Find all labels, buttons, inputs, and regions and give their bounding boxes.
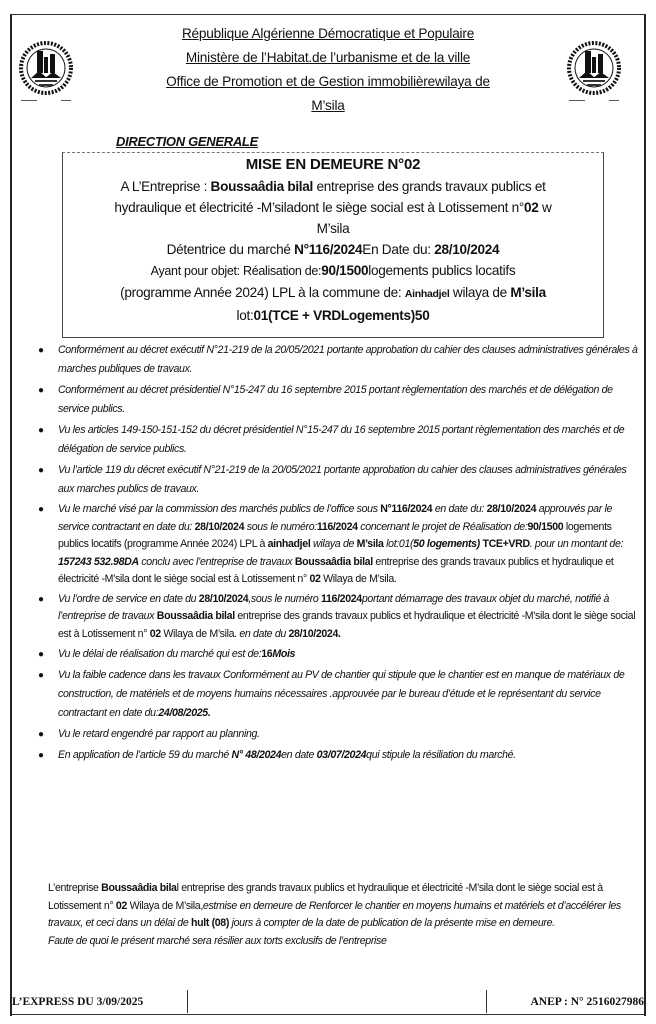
bullet-icon: ● bbox=[38, 345, 44, 356]
text-run: hult (08) bbox=[190, 917, 230, 929]
text-run: ainhadjel bbox=[267, 538, 311, 550]
text-run: 02 bbox=[115, 899, 127, 912]
list-item bbox=[30, 666, 640, 723]
text-run: 02 bbox=[524, 200, 539, 215]
text-run: M’sila bbox=[510, 285, 546, 300]
bullet-icon: ● bbox=[38, 670, 44, 681]
text-run: En application de l’article 59 du marché bbox=[58, 749, 232, 761]
text-run: logements publics locatifs bbox=[368, 263, 516, 278]
list-item bbox=[30, 645, 640, 664]
text-run: . pour un montant de: bbox=[529, 538, 624, 550]
text-run: Conformément au décret présidentiel N°15-247 du 16 septembre 2015 portant règlementation des marchés et de délégation de service publics. bbox=[58, 384, 613, 415]
text-run: 03/07/2024 bbox=[316, 749, 367, 761]
text-run: en date bbox=[281, 749, 317, 761]
text-run: 157243 532.98DA bbox=[58, 555, 139, 568]
text-run: en date du: bbox=[432, 503, 487, 515]
text-run: 16 bbox=[261, 648, 273, 660]
text-run: l entreprise des grands travaux publics et hydraulique et électricité -M’sila dont le siège social est à Lotissement n° bbox=[48, 882, 603, 912]
text-run: approuvés par le service contractant en date du: bbox=[58, 503, 613, 533]
text-run: 116/2024 bbox=[316, 520, 358, 533]
text-run: lot: bbox=[236, 308, 254, 323]
text-run: Vu le retard engendré par rapport au planning. bbox=[58, 728, 260, 740]
text-run: Boussaâdia bilal bbox=[156, 610, 235, 622]
text-run: qui stipule la résiliation du marché. bbox=[366, 749, 516, 761]
text-run: Vu la faible cadence dans les travaux Conformément au PV de chantier qui stipule que le chantier est en manque de matériaux de construction, de matériels et de moyens humains nécessaires .approuvée par le bureau d’étude et le représentant du service contractant en date du: bbox=[58, 669, 625, 719]
text-run: portant démarrage des travaux objet du marché, notifié à l’entreprise de travaux bbox=[58, 592, 610, 622]
text-run: hydraulique et électricité -M’siladont le siège social est à Lotissement n° bbox=[114, 200, 525, 215]
notice-line-object bbox=[63, 260, 603, 282]
text-run: entreprise des grands travaux publics et hydraulique et électricité -M’sila dont le siège social est à Lotissement n° bbox=[58, 555, 614, 585]
text-run: w bbox=[538, 200, 552, 215]
notice-line-city: M’sila bbox=[316, 221, 350, 236]
notice-line-company bbox=[63, 176, 603, 197]
text-run: Conformément au décret exécutif N°21-219 de la 20/05/2021 portante approbation du cahier des clauses administratives générales à marches publiques de travaux. bbox=[58, 344, 638, 375]
text-run: concernant le projet de Réalisation de: bbox=[357, 520, 528, 533]
list-item bbox=[30, 746, 640, 765]
text-run: wilaya de bbox=[449, 285, 511, 300]
text-run: 01(TCE + VRDLogements)50 bbox=[253, 308, 430, 323]
list-item bbox=[30, 591, 640, 644]
text-run: Mois bbox=[272, 648, 296, 660]
header-republic: République Algérienne Démocratique et Populaire bbox=[181, 26, 475, 41]
notice-line-address bbox=[63, 197, 603, 218]
considerations-list bbox=[30, 341, 640, 767]
anep-number: ANEP : N° 2516027986 bbox=[486, 990, 646, 1013]
bullet-icon: ● bbox=[38, 504, 44, 515]
text-run: Vu l’ordre de service en date du bbox=[58, 592, 199, 605]
text-run: 02 bbox=[149, 627, 161, 640]
text-run: Vu les articles 149-150-151-152 du décret présidentiel N°15-247 du 16 septembre 2015 portant règlementation des marchés et de délégation de service publics. bbox=[58, 424, 625, 455]
text-run: 28/10/2024 bbox=[486, 503, 537, 515]
text-run: 90/1500 bbox=[527, 520, 564, 533]
text-run: 28/10/2024. bbox=[288, 627, 341, 640]
text-run: Wilaya de M’sila. bbox=[320, 573, 397, 585]
bullet-icon: ● bbox=[38, 465, 44, 476]
text-run: En Date du: bbox=[362, 242, 435, 257]
text-run: Wilaya de M’sila. bbox=[160, 627, 240, 640]
text-run: M’sila bbox=[356, 538, 384, 550]
text-run: jours à compter de la date de publication de la présente mise en demeure. bbox=[229, 917, 555, 929]
bullet-icon: ● bbox=[38, 385, 44, 396]
text-run: Boussaâdia bilal bbox=[294, 555, 373, 568]
closing-warning: Faute de quoi le présent marché sera résilier aux torts exclusifs de l’entreprise bbox=[48, 934, 387, 947]
text-run: 90/1500 bbox=[321, 263, 369, 278]
text-run: Wilaya de M’sila, bbox=[126, 899, 203, 912]
text-run: 02 bbox=[309, 573, 321, 585]
text-run: entreprise des grands travaux publics et bbox=[313, 179, 546, 194]
text-run: N° 48/2024 bbox=[231, 749, 282, 761]
notice-box bbox=[62, 152, 604, 338]
bullet-icon: ● bbox=[38, 425, 44, 436]
newspaper-date: L’EXPRESS DU 3/09/2025 bbox=[10, 990, 188, 1013]
text-run: entreprise des grands travaux publics et hydraulique et électricité -M’sila dont le siège social est à Lotissement n° bbox=[58, 610, 636, 640]
text-run: 28/10/2024 bbox=[198, 592, 249, 605]
text-run: 24/08/2025. bbox=[158, 707, 211, 719]
opgi-logo-left-icon bbox=[17, 38, 75, 104]
closing-paragraph bbox=[48, 880, 640, 950]
text-run: 116/2024 bbox=[321, 592, 362, 605]
publication-footer bbox=[10, 990, 646, 1015]
text-run: A L’Entreprise : bbox=[120, 179, 211, 194]
text-run: Boussaâdia bilal bbox=[210, 179, 314, 194]
text-run: Détentrice du marché bbox=[166, 242, 295, 257]
text-run: Vu le marché visé par la commission des marchés publics de l’office sous bbox=[58, 503, 381, 515]
list-item bbox=[30, 725, 640, 744]
text-run: sous le numéro: bbox=[244, 520, 317, 533]
text-run: (programme Année 2024) LPL à la commune de: bbox=[120, 285, 405, 300]
text-run: TCE+VRD bbox=[479, 538, 530, 550]
text-run: wilaya de bbox=[310, 538, 357, 550]
list-item bbox=[30, 421, 640, 459]
header-ministry: Ministère de l’Habitat.de l’urbanisme et de la ville bbox=[185, 50, 471, 65]
text-run: Boussaâdia bila bbox=[101, 882, 177, 894]
text-run: estmise en demeure de Renforcer le chantier en moyens humains et matériels et d’accélérer les travaux, et ceci dans un délai de bbox=[48, 899, 621, 929]
text-run: Vu le délai de réalisation du marché qui est de: bbox=[58, 648, 262, 660]
bullet-icon: ● bbox=[38, 729, 44, 740]
header-city: M’sila bbox=[311, 98, 345, 113]
text-run: N°116/2024 bbox=[294, 242, 363, 257]
text-run: Vu l’article 119 du décret exécutif N°21-219 de la 20/05/2021 portante approbation du cahier des clauses administratives générales aux marches publics de travaux. bbox=[58, 464, 627, 495]
letterhead bbox=[0, 0, 656, 128]
text-run: N°116/2024 bbox=[380, 503, 433, 515]
notice-title: MISE EN DEMEURE N°02 bbox=[245, 156, 421, 173]
bullet-icon: ● bbox=[38, 649, 44, 660]
closing-statement bbox=[48, 880, 640, 933]
text-run: 28/10/2024 bbox=[194, 520, 245, 533]
list-item bbox=[30, 341, 640, 379]
text-run: Ayant pour objet: Réalisation de: bbox=[150, 264, 322, 278]
text-run: ,sous le numéro bbox=[248, 592, 322, 605]
direction-generale: DIRECTION GENERALE bbox=[116, 134, 258, 149]
bullet-icon: ● bbox=[38, 593, 44, 605]
text-run: 50 logements) bbox=[413, 538, 480, 550]
header-office: Office de Promotion et de Gestion immobilièrewilaya de bbox=[166, 74, 490, 89]
opgi-logo-right-icon bbox=[565, 38, 623, 104]
notice-line-lot bbox=[63, 305, 603, 326]
list-item bbox=[30, 461, 640, 499]
notice-line-programme bbox=[63, 282, 603, 305]
text-run: en date du bbox=[239, 627, 289, 640]
list-item bbox=[30, 381, 640, 419]
text-run: 28/10/2024 bbox=[434, 242, 500, 257]
notice-line-market bbox=[63, 239, 603, 260]
text-run: logements publics locatifs (programme Année 2024) LPL à bbox=[58, 520, 612, 550]
text-run: Ainhadjel bbox=[404, 288, 450, 300]
list-item bbox=[30, 501, 640, 589]
bullet-icon: ● bbox=[38, 750, 44, 761]
text-run: lot:01( bbox=[383, 538, 414, 550]
text-run: L’entreprise bbox=[48, 882, 102, 894]
text-run: conclu avec l’entreprise de travaux bbox=[138, 555, 295, 568]
